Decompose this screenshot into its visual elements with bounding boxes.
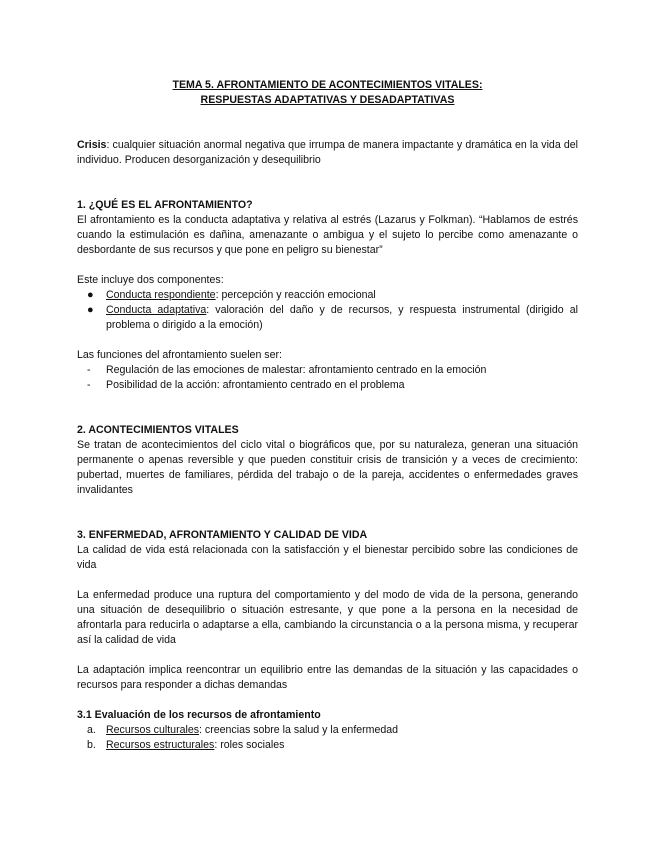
bullet-marker: ● bbox=[87, 289, 94, 301]
section-1-heading: 1. ¿QUÉ ES EL AFRONTAMIENTO? bbox=[77, 199, 253, 211]
document-title-line-2: RESPUESTAS ADAPTATIVAS Y DESADAPTATIVAS bbox=[200, 94, 455, 106]
section-3-paragraph-3: La adaptación implica reencontrar un equilibrio entre las demandas de la situación y las capacidades o recursos para responder a dichas demandas bbox=[77, 664, 578, 691]
crisis-definition bbox=[77, 138, 578, 168]
crisis-term: Crisis bbox=[77, 139, 107, 151]
section-3-paragraph-1: La calidad de vida está relacionada con la satisfacción y el bienestar percibido sobre las condiciones de vida bbox=[77, 544, 578, 571]
functions-list bbox=[77, 363, 578, 393]
section-2-paragraph: Se tratan de acontecimientos del ciclo vital o biográficos que, por su naturaleza, generan una situación permanente o apenas reversible y que pueden constituir crisis de transición y a veces de crecimiento: pubertad, muertes de familiares, pérdida del trabajo o de la pareja, accidentes o enfermedades graves invalidantes bbox=[77, 439, 578, 496]
list-item bbox=[77, 378, 578, 393]
function-text: Regulación de las emociones de malestar: afrontamiento centrado en la emoción bbox=[106, 364, 487, 376]
bullet-marker: ● bbox=[87, 304, 94, 316]
list-item bbox=[77, 288, 578, 303]
components-list bbox=[77, 288, 578, 333]
list-item bbox=[77, 723, 578, 738]
resource-term: Recursos estructurales bbox=[106, 739, 215, 751]
component-term: Conducta adaptativa bbox=[106, 304, 207, 316]
section-2-heading: 2. ACONTECIMIENTOS VITALES bbox=[77, 424, 239, 436]
dash-marker: - bbox=[87, 379, 91, 391]
components-intro: Este incluye dos componentes: bbox=[77, 274, 224, 286]
list-item bbox=[77, 738, 578, 753]
component-text: : valoración del daño y de recursos, y respuesta instrumental (dirigido al problema o dirigido a la emoción) bbox=[106, 304, 578, 331]
resources-list bbox=[77, 723, 578, 753]
resource-text: : roles sociales bbox=[214, 739, 285, 751]
component-text: : percepción y reacción emocional bbox=[215, 289, 376, 301]
resource-term: Recursos culturales bbox=[106, 724, 200, 736]
alpha-marker: b. bbox=[87, 739, 96, 751]
alpha-marker: a. bbox=[87, 724, 96, 736]
list-item bbox=[77, 363, 578, 378]
dash-marker: - bbox=[87, 364, 91, 376]
function-text: Posibilidad de la acción: afrontamiento centrado en el problema bbox=[106, 379, 405, 391]
resource-text: : creencias sobre la salud y la enfermedad bbox=[199, 724, 399, 736]
document-title-line-1: TEMA 5. AFRONTAMIENTO DE ACONTECIMIENTOS VITALES: bbox=[172, 79, 483, 91]
crisis-text: : cualquier situación anormal negativa que irrumpa de manera impactante y dramática en la vida del individuo. Producen desorganización y desequilibrio bbox=[77, 139, 578, 166]
component-term: Conducta respondiente bbox=[106, 289, 216, 301]
section-3-paragraph-2: La enfermedad produce una ruptura del comportamiento y del modo de vida de la persona, generando una situación de desequilibrio o situación estresante, y que pone a la persona en la necesidad de afrontarla para reducirla o adaptarse a ella, cambiando la circunstancia o a la persona misma, y recuperar así la calidad de vida bbox=[77, 589, 578, 646]
functions-intro: Las funciones del afrontamiento suelen ser: bbox=[77, 349, 282, 361]
list-item bbox=[77, 303, 578, 333]
section-3-heading: 3. ENFERMEDAD, AFRONTAMIENTO Y CALIDAD DE VIDA bbox=[77, 529, 368, 541]
section-1-paragraph: El afrontamiento es la conducta adaptativa y relativa al estrés (Lazarus y Folkman). “Hablamos de estrés cuando la estimulación es dañina, amenazante o ambigua y el sujeto lo percibe como amenazante o desbordante de sus recursos y que pone en peligro su bienestar” bbox=[77, 214, 578, 256]
subsection-3-1-heading: 3.1 Evaluación de los recursos de afrontamiento bbox=[77, 709, 321, 721]
